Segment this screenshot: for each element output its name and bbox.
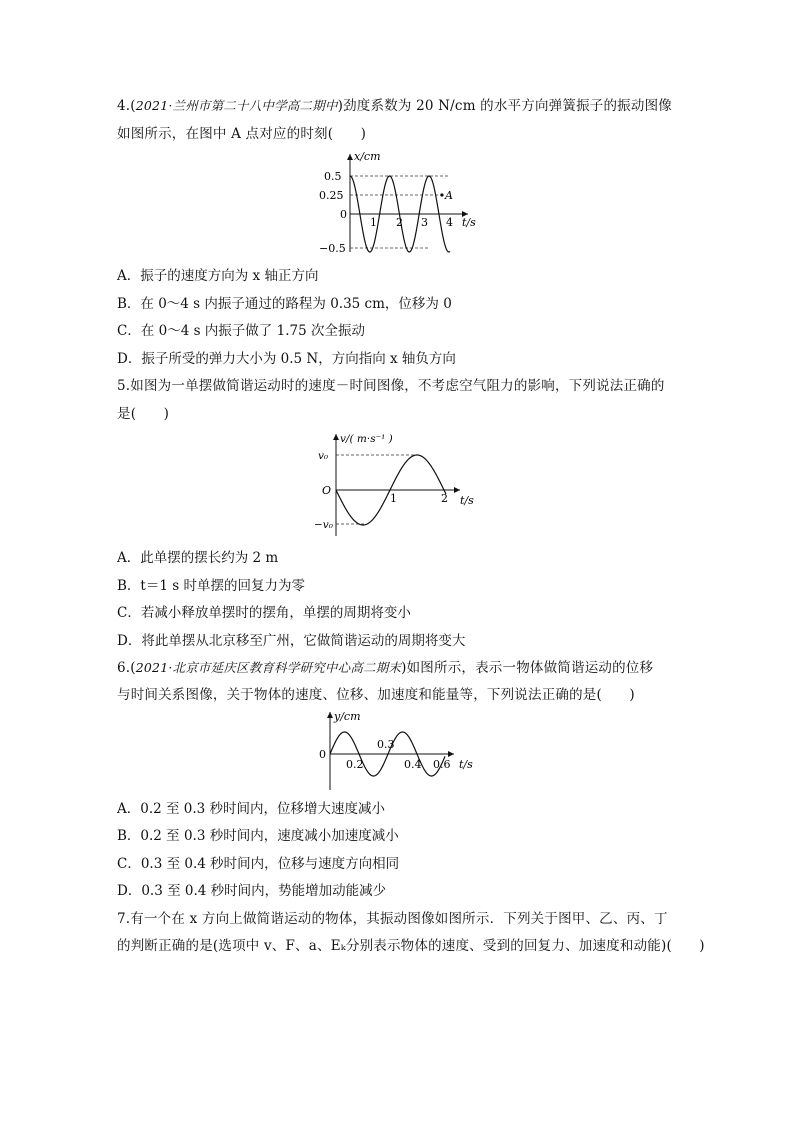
q4-y-axis-label: x/cm: [354, 150, 381, 163]
q4-option-d[interactable]: D．振子所受的弹力大小为 0.5 N，方向指向 x 轴负方向: [117, 351, 456, 367]
q6-ttick-0.4: 0.4: [404, 758, 422, 771]
q6-stem-line1: 6.(2021·北京市延庆区教育科学研究中心高二期末)如图所示，表示一物体做简谐运动的位移: [117, 660, 654, 676]
q6-option-c[interactable]: C．0.3 至 0.4 秒时间内，位移与速度方向相同: [117, 856, 400, 872]
q5-option-a[interactable]: A．此单摆的摆长约为 2 m: [117, 550, 279, 566]
q4-ttick-1: 1: [370, 216, 377, 229]
q6-option-d[interactable]: D．0.3 至 0.4 秒时间内，势能增加动能减少: [117, 883, 387, 899]
q6-option-a[interactable]: A．0.2 至 0.3 秒时间内，位移增大速度减小: [117, 801, 386, 817]
q4-t-axis-label: t/s: [462, 216, 476, 229]
q5-ttick-1: 1: [390, 492, 397, 505]
q4-stem-line2: 如图所示，在图中 A 点对应的时刻( ): [117, 126, 367, 142]
q5-option-c[interactable]: C．若减小释放单摆时的摆角，单摆的周期将变小: [117, 605, 411, 621]
q4-ytick-0.5: 0.5: [324, 170, 342, 183]
q5-graph: [312, 428, 482, 540]
q7-stem-line1: 7.有一个在 x 方向上做简谐运动的物体，其振动图像如图所示．下列关于图甲、乙、丙、丁: [117, 911, 668, 927]
q5-ytick-neg-v0: −v₀: [314, 519, 333, 531]
q6-t-axis-label: t/s: [459, 758, 473, 771]
q4-graph: [318, 146, 486, 258]
q5-ytick-v0: v₀: [318, 450, 329, 462]
q5-t-axis-label: t/s: [460, 494, 474, 507]
q5-ttick-2: 2: [441, 492, 448, 505]
q6-origin-label: 0: [319, 748, 326, 761]
q4-stem-line1: 4.(2021·兰州市第二十八中学高二期中)劲度系数为 20 N/cm 的水平方向弹簧振子的振动图像: [117, 98, 672, 114]
q6-ttick-0.2: 0.2: [346, 758, 364, 771]
q4-ttick-4: 4: [446, 216, 453, 229]
q5-origin-label: O: [322, 484, 332, 497]
q4-option-a[interactable]: A．振子的速度方向为 x 轴正方向: [117, 268, 319, 284]
q4-ytick-0.25: 0.25: [319, 189, 344, 202]
q5-stem-line2: 是( ): [117, 406, 170, 422]
q5-stem-line1: 5.如图为一单摆做简谐运动时的速度－时间图像，不考虑空气阻力的影响，下列说法正确的: [117, 378, 665, 394]
q4-source: 2021·兰州市第二十八中学高二期中: [135, 98, 338, 113]
q6-stem-line2: 与时间关系图像，关于物体的速度、位移、加速度和能量等，下列说法正确的是( ): [117, 687, 635, 703]
q4-option-c[interactable]: C．在 0～4 s 内振子做了 1.75 次全振动: [117, 323, 365, 339]
q5-option-d[interactable]: D．将此单摆从北京移至广州，它做简谐运动的周期将变大: [117, 633, 466, 649]
q4-ytick-0: 0: [340, 208, 347, 221]
q4-point-a-label: A: [445, 189, 453, 202]
q5-option-b[interactable]: B．t＝1 s 时单摆的回复力为零: [117, 578, 305, 594]
q4-ttick-3: 3: [421, 216, 428, 229]
q6-graph: [314, 708, 486, 792]
q6-ttick-0.3: 0.3: [377, 738, 395, 751]
q4-point-a: [440, 193, 443, 196]
q6-ttick-0.6: 0.6: [433, 758, 451, 771]
q4-option-b[interactable]: B．在 0～4 s 内振子通过的路程为 0.35 cm，位移为 0: [117, 296, 452, 312]
q4-ytick-neg0.5: −0.5: [319, 242, 346, 255]
q6-option-b[interactable]: B．0.2 至 0.3 秒时间内，速度减小加速度减小: [117, 828, 399, 844]
q4-ttick-2: 2: [396, 216, 403, 229]
q5-y-axis-label: v/( m·s⁻¹ ): [340, 433, 393, 445]
q6-source: 2021·北京市延庆区教育科学研究中心高二期末: [135, 660, 402, 675]
q7-stem-line2: 的判断正确的是(选项中 v、F、a、Eₖ分别表示物体的速度、受到的回复力、加速度和动能)( ): [117, 938, 705, 954]
q6-y-axis-label: y/cm: [334, 710, 361, 723]
